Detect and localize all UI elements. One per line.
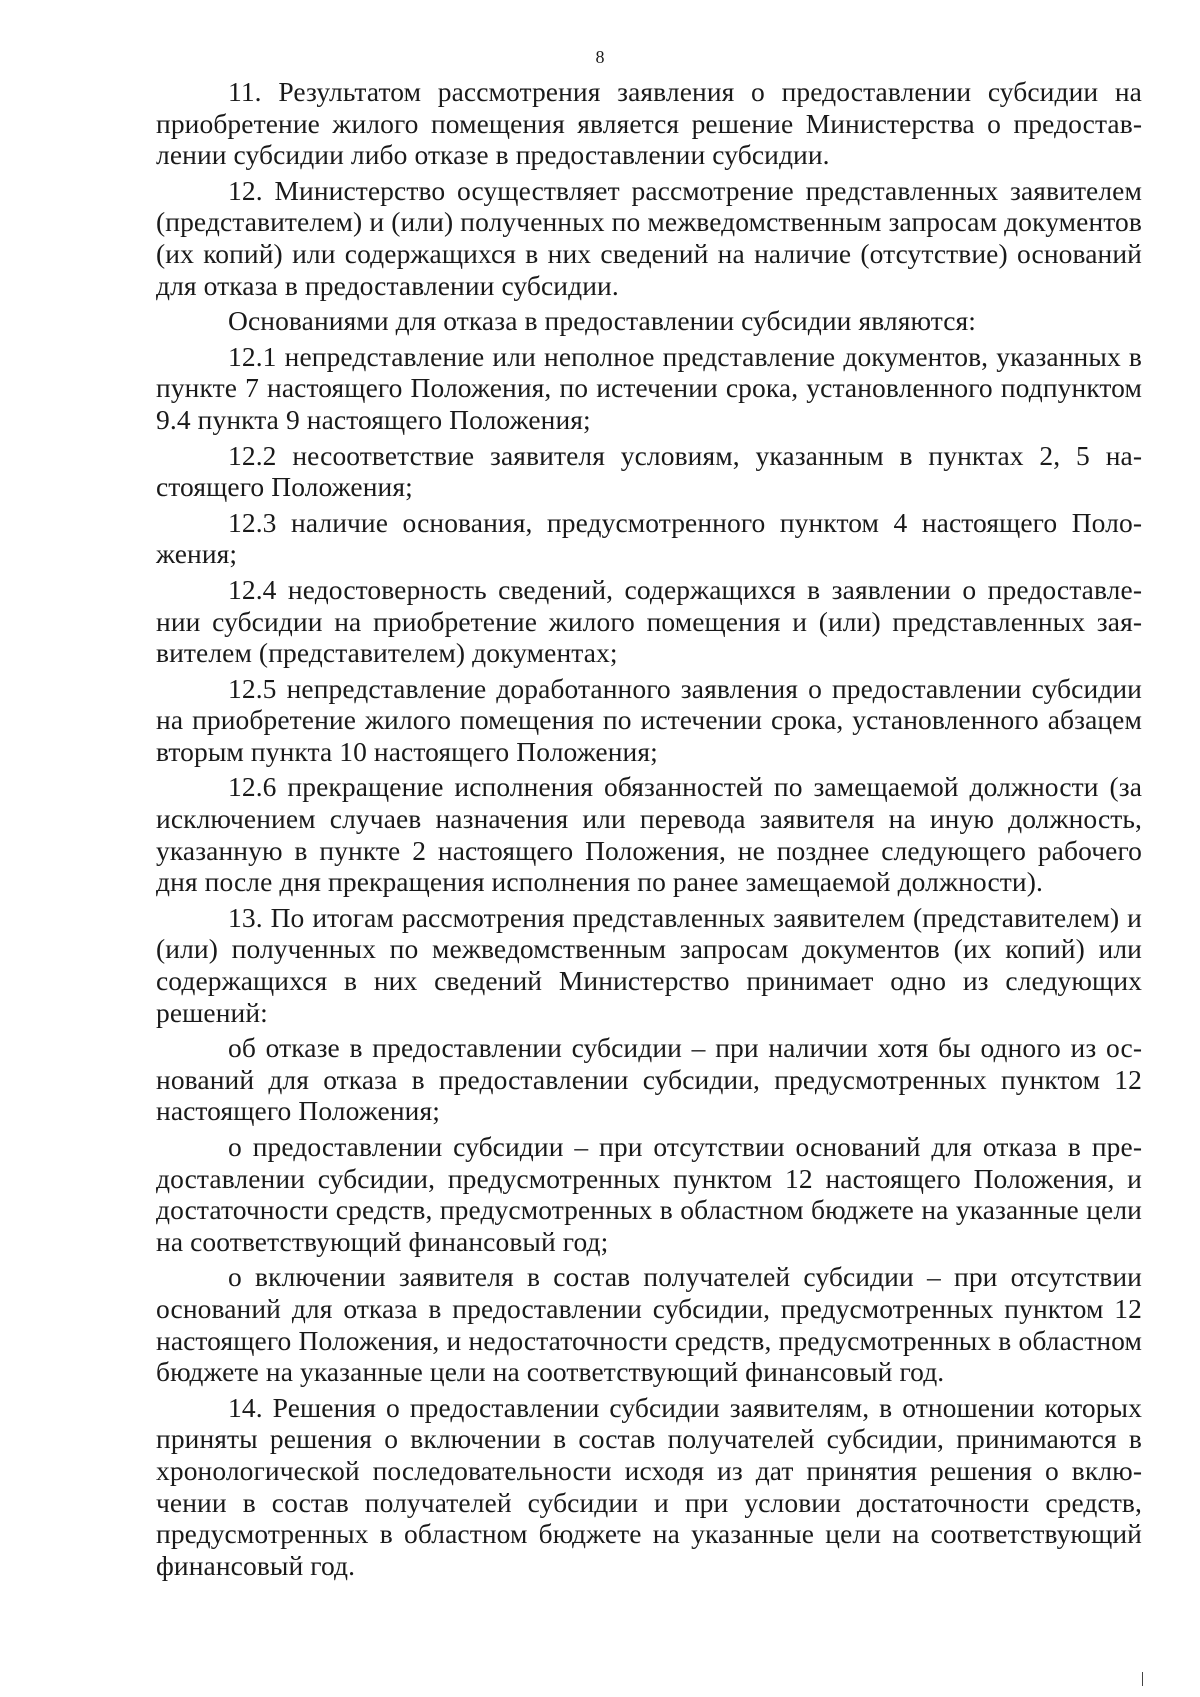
paragraph-13: 13. По итогам рассмотрения представленных заявителем (представителем) и (или) полученных по межведомственным запросам документов (их копий) или содержащихся в них сведений Министерство принимает одно из следующих решений: (156, 901, 1142, 1028)
paragraph-11: 11. Результатом рассмотрения заявления о предоставлении субсидии на приобретение жилого помещения является решение Министерства о предоставлении субсидии либо отказе в предоставлении субсидии. (156, 76, 1142, 171)
paragraph-12-1: 12.1 непредставление или неполное представление документов, указанных в пункте 7 настоящего Положения, по истечении срока, установленного подпунктом 9.4 пункта 9 настоящего Положения; (156, 340, 1142, 435)
document-body (156, 76, 1142, 1581)
paragraph-13-grant: о предоставлении субсидии – при отсутствии оснований для отказа в предоставлении субсидии, предусмотренных пунктом 12 настоящего Положения, и достаточности средств, предусмотренных в областном бюджете на указанные цели на соответствующий финансовый год; (156, 1131, 1142, 1257)
paragraph-13-refusal: об отказе в предоставлении субсидии – при наличии хотя бы одного из оснований для отказа в предоставлении субсидии, предусмотренных пунктом 12 настоящего Положения; (156, 1032, 1142, 1127)
scan-edge-mark (1142, 1672, 1143, 1686)
paragraph-14: 14. Решения о предоставлении субсидии заявителям, в отношении которых приняты решения о включении в состав получателей субсидии, принимаются в хронологической последовательности исходя из дат принятия решения о включении в состав получателей субсидии и при условии достаточности средств, предусмотренных в областном бюджете на указанные цели на соответствующий финансовый год. (156, 1391, 1142, 1581)
paragraph-12-3: 12.3 наличие основания, предусмотренного пунктом 4 настоящего Положения; (156, 506, 1142, 570)
paragraph-12-2: 12.2 несоответствие заявителя условиям, указанным в пунктах 2, 5 настоящего Положения; (156, 439, 1142, 503)
paragraph-grounds-intro: Основаниями для отказа в предоставлении субсидии являются: (228, 305, 977, 337)
paragraph-12-4: 12.4 недостоверность сведений, содержащихся в заявлении о предоставлении субсидии на приобретение жилого помещения и (или) представленных заявителем (представителем) документах; (156, 573, 1142, 669)
page-number: 8 (595, 47, 605, 67)
paragraph-12-6: 12.6 прекращение исполнения обязанностей по замещаемой должности (за исключением случаев назначения или перевода заявителя на иную должность, указанную в пункте 2 настоящего Положения, не позднее следующего рабочего дня после дня прекращения исполнения по ранее замещаемой должности). (156, 771, 1142, 898)
paragraph-12: 12. Министерство осуществляет рассмотрение представленных заявителем (представителем) и (или) полученных по межведомственным запросам документов (их копий) или содержащихся в них сведений на наличие (отсутствие) оснований для отказа в предоставлении субсидии. (156, 174, 1142, 301)
paragraph-13-inclusion: о включении заявителя в состав получателей субсидии – при отсутствии оснований для отказа в предоставлении субсидии, предусмотренных пунктом 12 настоящего Положения, и недостаточности средств, предусмотренных в областном бюджете на указанные цели на соответствующий финансовый год. (156, 1261, 1142, 1388)
paragraph-12-5: 12.5 непредставление доработанного заявления о предоставлении субсидии на приобретение жилого помещения по истечении срока, установленного абзацем вторым пункта 10 настоящего Положения; (156, 672, 1142, 767)
